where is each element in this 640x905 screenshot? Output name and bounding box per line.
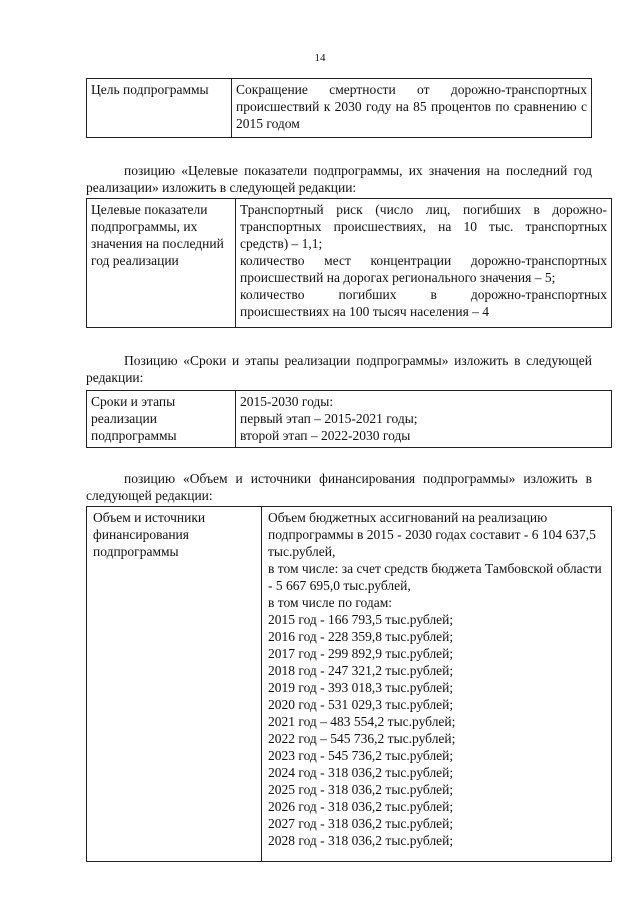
indicators-label: Целевые показатели подпрограммы, их значения на последний год реализации	[87, 199, 236, 328]
funding-year-row: 2016 год - 228 359,8 тыс.рублей;	[268, 629, 454, 644]
timeline-label: Сроки и этапы реализации подпрограммы	[87, 391, 236, 448]
funding-year-row: 2021 год – 483 554,2 тыс.рублей;	[268, 714, 456, 729]
funding-year-row: 2024 год - 318 036,2 тыс.рублей;	[268, 765, 454, 780]
funding-year-row: 2028 год - 318 036,2 тыс.рублей;	[268, 833, 454, 848]
funding-intro: Объем бюджетных ассигнований на реализацию подпрограммы в 2015 - 2030 годах составит - 6 104 637,5 тыс.рублей,	[268, 510, 596, 559]
indicator-item: количество мест концентрации дорожно-транспортных происшествий на дорогах регионального значения – 5;	[240, 253, 607, 285]
timeline-table	[86, 390, 612, 448]
indicator-item: Транспортный риск (число лиц, погибших в дорожно-транспортных происшествиях, на 10 тыс. транспортных средств) – 1,1;	[240, 202, 607, 251]
instruction-paragraph-2: Позицию «Сроки и этапы реализации подпрограммы» изложить в следующей редакции:	[86, 353, 592, 385]
funding-year-row: 2025 год - 318 036,2 тыс.рублей;	[268, 782, 454, 797]
instruction-paragraph-3: позицию «Объем и источники финансирования подпрограммы» изложить в следующей редакции:	[86, 471, 592, 503]
instruction-paragraph-1: позицию «Целевые показатели подпрограммы, их значения на последний год реализации» изложить в следующей редакции:	[86, 163, 592, 195]
funding-year-row: 2017 год - 299 892,9 тыс.рублей;	[268, 646, 454, 661]
funding-label: Объем и источники финансирования подпрограммы	[87, 507, 262, 862]
funding-regional: в том числе: за счет средств бюджета Тамбовской области - 5 667 695,0 тыс.рублей,	[268, 561, 602, 593]
indicator-item: количество погибших в дорожно-транспортных происшествиях на 100 тысяч населения – 4	[240, 287, 607, 319]
timeline-line: первый этап – 2015-2021 годы;	[240, 411, 418, 426]
goal-value: Сокращение смертности от дорожно-транспортных происшествий к 2030 году на 85 процентов по сравнению с 2015 годом	[232, 79, 592, 138]
funding-values	[262, 507, 612, 862]
funding-table	[86, 506, 612, 862]
timeline-line: второй этап – 2022-2030 годы	[240, 428, 411, 443]
page-number: 14	[314, 52, 326, 64]
funding-year-row: 2026 год - 318 036,2 тыс.рублей;	[268, 799, 454, 814]
goal-label: Цель подпрограммы	[87, 79, 232, 138]
funding-by-year-heading: в том числе по годам:	[268, 595, 393, 610]
timeline-line: 2015-2030 годы:	[240, 394, 334, 409]
goal-table	[86, 78, 592, 138]
funding-year-row: 2020 год - 531 029,3 тыс.рублей;	[268, 697, 454, 712]
timeline-values	[236, 391, 612, 448]
funding-year-row: 2018 год - 247 321,2 тыс.рублей;	[268, 663, 454, 678]
indicators-values	[236, 199, 612, 328]
funding-year-row: 2022 год – 545 736,2 тыс.рублей;	[268, 731, 456, 746]
funding-year-row: 2023 год - 545 736,2 тыс.рублей;	[268, 748, 454, 763]
funding-year-row: 2015 год - 166 793,5 тыс.рублей;	[268, 612, 454, 627]
indicators-table	[86, 198, 612, 328]
funding-year-row: 2027 год - 318 036,2 тыс.рублей;	[268, 816, 454, 831]
funding-year-row: 2019 год - 393 018,3 тыс.рублей;	[268, 680, 454, 695]
